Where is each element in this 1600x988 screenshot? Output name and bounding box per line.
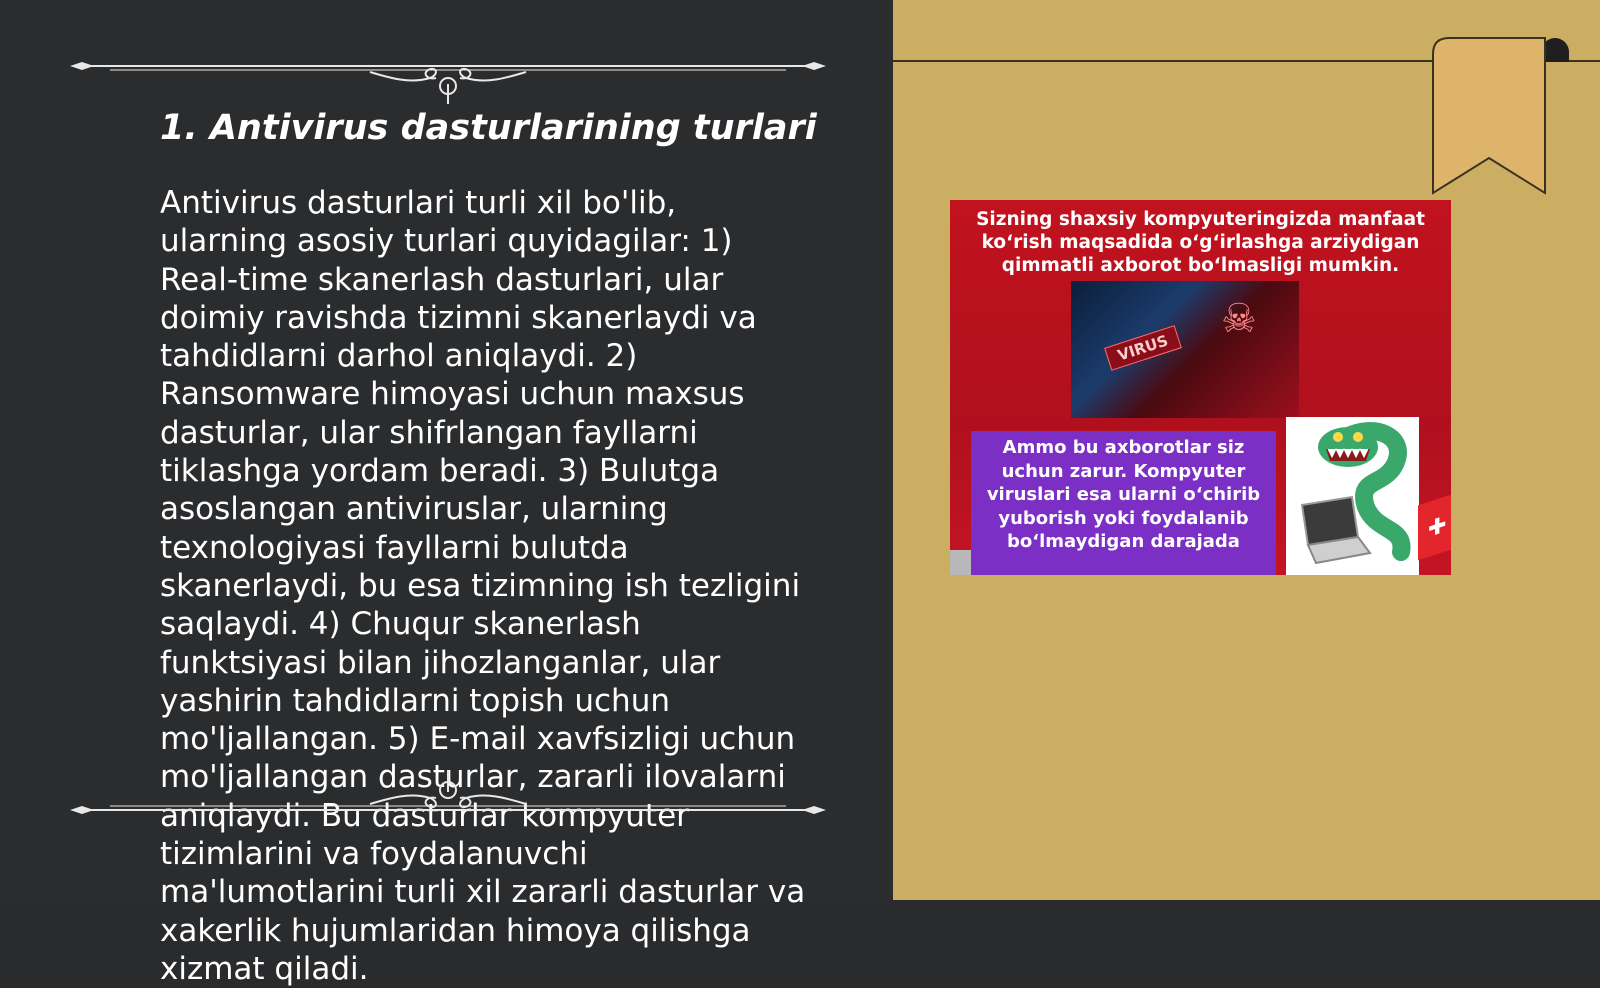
grey-strip <box>950 550 971 575</box>
poster-purple-box <box>971 431 1276 575</box>
right-panel <box>893 0 1600 900</box>
slide-body-text: Antivirus dasturlari turli xil bo'lib, ularning asosiy turlari quyidagilar: 1) Real-time skanerlash dasturlari, ular doimiy ravishda tizimni skanerlaydi va tahdidlarni darhol aniqlaydi. 2) Ransomware himoyasi uchun maxsus dasturlar, ular shifrlangan fayllarni tiklashga yordam beradi. 3) Bulutga asoslangan antiviruslar, ularning texnologiyasi fayllarni bulutda skanerlaydi, bu esa tizimning ish tezligini saqlaydi. 4) Chuqur skanerlash funktsiyasi bilan jihozlanganlar, ular yashirin tahdidlarni topish uchun mo'ljallangan. 5) E-mail xavfsizligi uchun mo'ljallangan dasturlar, zararli ilovalarni aniqlaydi. Bu dasturlar kompyuter tizimlarini va foydalanuvchi ma'lumotlarini turli xil zararli dasturlar va xakerlik hujumlaridan himoya qilishga xizmat qiladi. <box>160 185 806 987</box>
first-aid-kit-icon: ✚ <box>1418 495 1451 561</box>
virus-poster <box>950 200 1451 575</box>
laptop-icon <box>1292 495 1372 565</box>
ornament-divider-icon <box>70 770 826 830</box>
virus-label: VIRUS <box>1104 325 1182 371</box>
skull-icon: ☠ <box>1221 296 1257 342</box>
virus-photo <box>1071 281 1299 418</box>
bookmark-ribbon-icon <box>1433 38 1583 198</box>
slide-title: 1. Antivirus dasturlarining turlari <box>160 108 817 148</box>
poster-top-text: Sizning shaxsiy kompyuteringizda manfaat ko‘rish maqsadida o‘g‘irlashga arziydigan qimmatli axborot bo‘lmasligi mumkin. <box>976 209 1425 276</box>
poster-box-text: Ammo bu axborotlar siz uchun zarur. Kompyuter viruslari esa ularni o‘chirib yuborish yoki foydalanib bo‘lmaydigan darajada <box>986 437 1261 552</box>
ornament-divider-icon <box>70 44 826 104</box>
virus-monster-illustration <box>1286 417 1419 575</box>
